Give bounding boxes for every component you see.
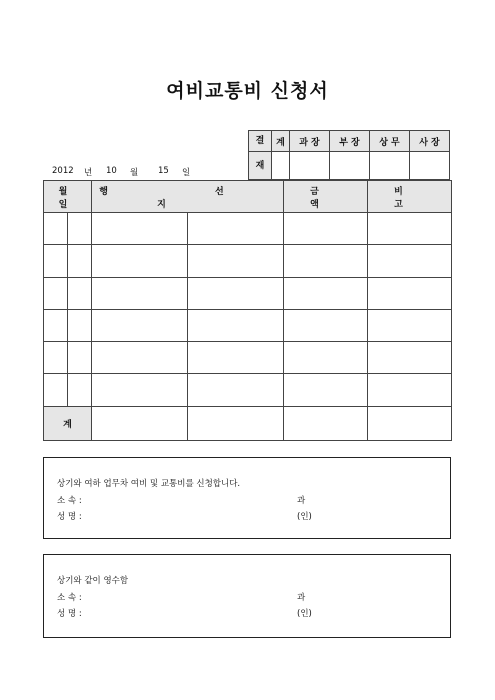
cell-amount[interactable] [284, 277, 368, 309]
receipt-dept-label: 소 속 : [57, 593, 82, 603]
cell-amount[interactable] [284, 309, 368, 341]
total-dest-to[interactable] [188, 406, 284, 440]
cell-dest-from[interactable] [92, 277, 188, 309]
application-dept-label: 소 속 : [57, 496, 82, 506]
cell-day[interactable] [68, 374, 92, 406]
header-destination: 행 선 지 [92, 181, 284, 213]
application-box [43, 457, 451, 539]
total-note[interactable] [368, 406, 452, 440]
total-dest-from[interactable] [92, 406, 188, 440]
cell-dest-to[interactable] [188, 342, 284, 374]
table-row [44, 309, 452, 341]
total-amount[interactable] [284, 406, 368, 440]
cell-month[interactable] [44, 309, 68, 341]
cell-month[interactable] [44, 245, 68, 277]
cell-dest-from[interactable] [92, 309, 188, 341]
approval-header-section-chief: 과 장 [290, 131, 330, 152]
receipt-statement: 상기와 같이 영수함 [57, 576, 129, 586]
cell-amount[interactable] [284, 374, 368, 406]
table-row [44, 213, 452, 245]
cell-note[interactable] [368, 309, 452, 341]
approval-header-president: 사 장 [409, 131, 449, 152]
cell-amount[interactable] [284, 342, 368, 374]
cell-dest-from[interactable] [92, 374, 188, 406]
cell-month[interactable] [44, 213, 68, 245]
cell-dest-from[interactable] [92, 213, 188, 245]
cell-month[interactable] [44, 374, 68, 406]
date-year: 2012 [52, 166, 74, 176]
total-row [44, 406, 452, 440]
application-statement: 상기와 여하 업무차 여비 및 교통비를 신청합니다. [57, 479, 241, 489]
cell-dest-to[interactable] [188, 309, 284, 341]
table-row [44, 245, 452, 277]
approval-sign-section-chief[interactable] [290, 152, 330, 180]
document-title: 여비교통비 신청서 [166, 80, 329, 102]
receipt-box [43, 554, 451, 638]
approval-box [248, 130, 450, 180]
cell-dest-to[interactable] [188, 277, 284, 309]
cell-note[interactable] [368, 374, 452, 406]
table-row [44, 277, 452, 309]
table-row [44, 374, 452, 406]
approval-sign-executive[interactable] [369, 152, 409, 180]
cell-day[interactable] [68, 213, 92, 245]
approval-label-1: 결 [249, 131, 272, 152]
cell-month[interactable] [44, 277, 68, 309]
date-day: 15 [158, 166, 169, 176]
cell-month[interactable] [44, 342, 68, 374]
cell-note[interactable] [368, 245, 452, 277]
cell-amount[interactable] [284, 245, 368, 277]
cell-note[interactable] [368, 213, 452, 245]
header-date: 월 일 [44, 181, 92, 213]
date-day-unit: 일 [182, 168, 191, 178]
cell-dest-from[interactable] [92, 245, 188, 277]
expense-table [43, 180, 452, 441]
date-year-unit: 년 [84, 168, 93, 178]
application-name-suffix: (인) [297, 512, 312, 522]
approval-header-staff: 계 [272, 131, 290, 152]
header-note: 비 고 [368, 181, 452, 213]
date-month-unit: 월 [130, 168, 139, 178]
total-label: 계 [44, 406, 92, 440]
receipt-dept-suffix: 과 [297, 593, 306, 603]
receipt-name-suffix: (인) [297, 609, 312, 619]
cell-day[interactable] [68, 277, 92, 309]
cell-dest-to[interactable] [188, 374, 284, 406]
date-line [52, 166, 202, 178]
header-amount: 금 액 [284, 181, 368, 213]
cell-note[interactable] [368, 277, 452, 309]
approval-header-executive: 상 무 [369, 131, 409, 152]
receipt-name-label: 성 명 : [57, 609, 82, 619]
cell-dest-to[interactable] [188, 213, 284, 245]
table-row [44, 342, 452, 374]
cell-day[interactable] [68, 309, 92, 341]
approval-label-2: 재 [249, 152, 272, 180]
date-month: 10 [106, 166, 117, 176]
cell-day[interactable] [68, 342, 92, 374]
cell-dest-to[interactable] [188, 245, 284, 277]
cell-amount[interactable] [284, 213, 368, 245]
application-name-label: 성 명 : [57, 512, 82, 522]
approval-sign-dept-head[interactable] [330, 152, 370, 180]
application-dept-suffix: 과 [297, 496, 306, 506]
cell-dest-from[interactable] [92, 342, 188, 374]
cell-note[interactable] [368, 342, 452, 374]
approval-sign-staff[interactable] [272, 152, 290, 180]
cell-day[interactable] [68, 245, 92, 277]
approval-sign-president[interactable] [409, 152, 449, 180]
approval-header-dept-head: 부 장 [330, 131, 370, 152]
